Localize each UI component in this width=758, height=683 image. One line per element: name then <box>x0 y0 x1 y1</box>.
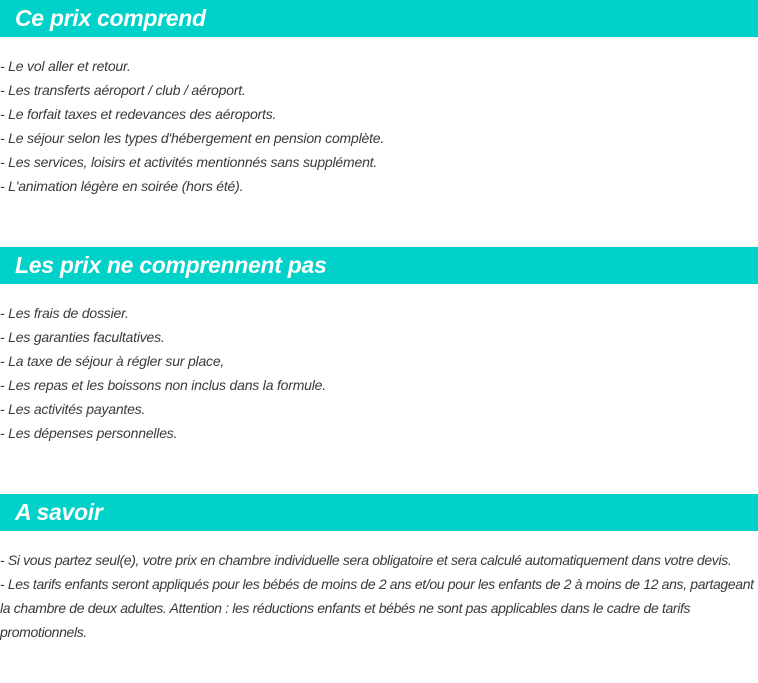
list-item: - Les garanties facultatives. <box>0 329 165 345</box>
section-title: Ce prix comprend <box>0 0 758 37</box>
section-title: A savoir <box>0 494 758 531</box>
item-list <box>0 54 758 198</box>
list-item: - Le forfait taxes et redevances des aéroports. <box>0 106 277 122</box>
section-price-includes <box>0 0 758 198</box>
item-list <box>0 548 758 644</box>
paragraph: - Les tarifs enfants seront appliqués pour les bébés de moins de 2 ans et/ou pour les enfants de 2 à moins de 12 ans, partageant la chambre de deux adultes. Attention : les réductions enfants et bébés ne sont pas applicables dans le cadre de tarifs promotionnels. <box>0 576 754 640</box>
list-item: - Les repas et les boissons non inclus dans la formule. <box>0 377 326 393</box>
list-item: - Le séjour selon les types d'hébergement en pension complète. <box>0 130 385 146</box>
section-good-to-know <box>0 494 758 644</box>
list-item: - La taxe de séjour à régler sur place, <box>0 353 225 369</box>
section-title: Les prix ne comprennent pas <box>0 247 758 284</box>
paragraph: - Si vous partez seul(e), votre prix en chambre individuelle sera obligatoire et sera calculé automatiquement dans votre devis. <box>0 552 732 568</box>
list-item: - L'animation légère en soirée (hors été). <box>0 178 244 194</box>
list-item: - Le vol aller et retour. <box>0 58 131 74</box>
item-list <box>0 301 758 445</box>
list-item: - Les services, loisirs et activités mentionnés sans supplément. <box>0 154 378 170</box>
section-price-excludes <box>0 247 758 445</box>
list-item: - Les frais de dossier. <box>0 305 129 321</box>
list-item: - Les activités payantes. <box>0 401 146 417</box>
list-item: - Les transferts aéroport / club / aéroport. <box>0 82 246 98</box>
list-item: - Les dépenses personnelles. <box>0 425 178 441</box>
